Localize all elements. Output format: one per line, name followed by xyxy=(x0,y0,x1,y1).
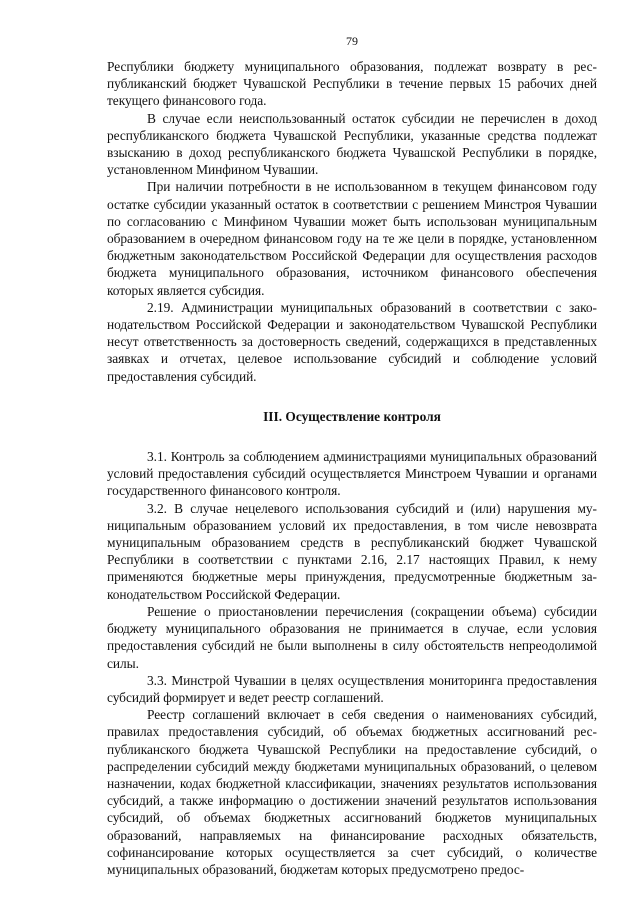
paragraph-2-19: 2.19. Администрации муниципальных образований в соответствии с законодательством Российской Федерации и законодательством Чувашской Республики несут ответственность за достоверность сведений, содержащихся в представленных заявках и отчетах, целевое использование субсидий и соблюдение условий предоставления субсидий. xyxy=(107,299,597,384)
paragraph-suspension-decision: Решение о приостановлении перечисления (сокращении объема) субсидии бюджету муниципального образования не принимается в случае, если условия предоставления субсидий не были выполнены в силу обстоятельств непреодолимой силы. xyxy=(107,603,597,671)
paragraph-3-1: 3.1. Контроль за соблюдением администрациями муниципальных образований условий предоставления субсидий осуществляется Минстроем Чувашии и органами государственного финансового контроля. xyxy=(107,449,597,499)
section-heading-control: III. Осуществление контроля xyxy=(263,408,441,424)
paragraph-registry-contents: Реестр соглашений включает в себя сведения о наименованиях субсидий, правилах предоставления субсидий, об объемах бюджетных ассигнований республиканского бюджета Чувашской Республики на предоставление субсидий, о распределении субсидий между бюджетами муниципальных образований, о целевом назначении, кодах бюджетной классификации, значениях результатов использования субсидий, а также информацию о достижении значений результатов использования субсидий, об объемах бюджетных ассигнований бюджетов муниципальных образований, направляемых на финансирование расходных обязательств, софинансирование которых осуществляется за счет субсидий, о количестве муниципальных образований, бюджетам которых предусмотрено предос- xyxy=(107,707,597,877)
document-page xyxy=(107,34,597,878)
paragraph-balance-need: При наличии потребности в не использованном в текущем финансовом году остатке субсидии указанный остаток в соответствии с решением Минстроя Чувашии по согласованию с Минфином Чувашии может быть использован муниципальным образованием в очередном финансовом году на те же цели в порядке, установленном бюджетным законодательством Российской Федерации для осуществления расходов бюджета муниципального образования, источником финансового обеспечения которых является субсидия. xyxy=(107,179,597,298)
paragraph-unreturned-balance: В случае если неиспользованный остаток субсидии не перечислен в доход республиканского бюджета Чувашской Республики, указанные средства подлежат взысканию в доход республиканского бюджета Чувашской Республики в порядке, установленном Минфином Чувашии. xyxy=(107,110,597,178)
page-number: 79 xyxy=(346,34,358,48)
paragraph-continuation: Республики бюджету муниципального образования, подлежат возврату в республиканский бюджет Чувашской Республики в течение первых 15 рабочих дней текущего финансового года. xyxy=(107,59,597,109)
paragraph-3-3: 3.3. Минстрой Чувашии в целях осуществления мониторинга предоставления субсидий формирует и ведет реестр соглашений. xyxy=(107,672,597,705)
paragraph-3-2: 3.2. В случае нецелевого использования субсидий и (или) нарушения муниципальным образованием условий их предоставления, в том числе невозврата муниципальным образованием средств в республиканский бюджет Чувашской Республики в соответствии с пунктами 2.16, 2.17 настоящих Правил, к нему применяются бюджетные меры принуждения, предусмотренные бюджетным законодательством Российской Федерации. xyxy=(107,500,597,602)
